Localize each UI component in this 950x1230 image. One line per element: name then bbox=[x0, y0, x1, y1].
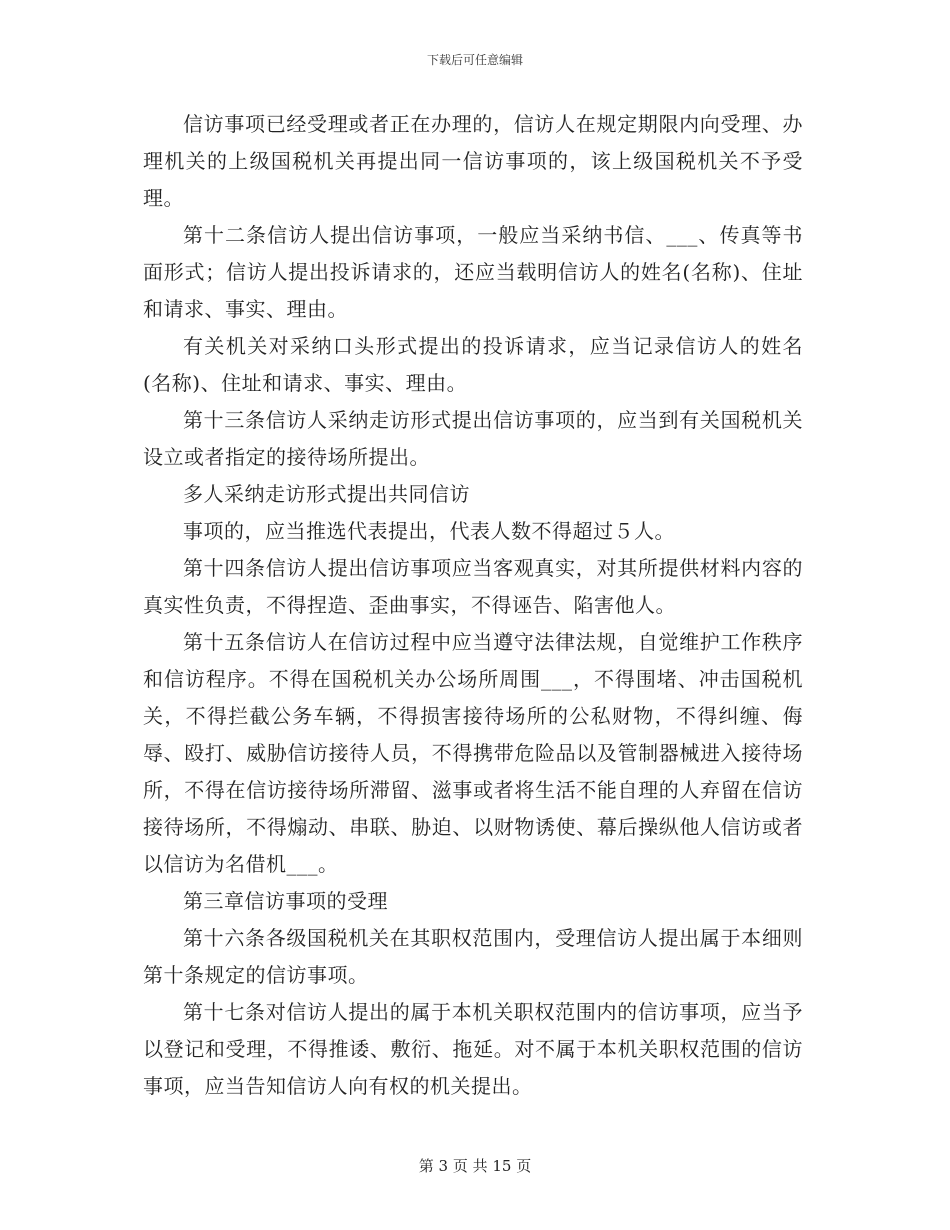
document-body bbox=[143, 106, 803, 1105]
paragraph-article-15: 第十五条信访人在信访过程中应当遵守法律法规，自觉维护工作秩序和信访程序。不得在国税机关办公场所周围___，不得围堵、冲击国税机关，不得拦截公务车辆，不得损害接待场所的公私财物，不得纠缠、侮辱、殴打、威胁信访接待人员，不得携带危险品以及管制器械进入接待场所，不得在信访接待场所滞留、滋事或者将生活不能自理的人弃留在信访接待场所，不得煽动、串联、胁迫、以财物诱使、幕后操纵他人信访或者以信访为名借机___。 bbox=[143, 630, 803, 876]
paragraph-article-13: 第十三条信访人采纳走访形式提出信访事项的，应当到有关国税机关设立或者指定的接待场所提出。 bbox=[143, 408, 803, 469]
paragraph-group-visits: 多人采纳走访形式提出共同信访 bbox=[183, 482, 470, 506]
paragraph-article-17: 第十七条对信访人提出的属于本机关职权范围内的信访事项，应当予以登记和受理，不得推诿、敷衍、拖延。对不属于本机关职权范围的信访事项，应当告知信访人向有权的机关提出。 bbox=[143, 1000, 803, 1098]
paragraph-representatives: 事项的，应当推选代表提出，代表人数不得超过５人。 bbox=[183, 519, 675, 543]
paragraph-oral-complaints: 有关机关对采纳口头形式提出的投诉请求，应当记录信访人的姓名(名称)、住址和请求、事实、理由。 bbox=[143, 334, 803, 395]
paragraph-accepted-matters: 信访事项已经受理或者正在办理的，信访人在规定期限内向受理、办理机关的上级国税机关再提出同一信访事项的，该上级国税机关不予受理。 bbox=[143, 112, 803, 210]
chapter-heading-3: 第三章信访事项的受理 bbox=[183, 889, 388, 913]
page-header: 下载后可任意编辑 bbox=[426, 53, 523, 67]
page-number: 第 3 页 共 15 页 bbox=[418, 1157, 532, 1175]
paragraph-article-12: 第十二条信访人提出信访事项，一般应当采纳书信、___、传真等书面形式；信访人提出投诉请求的，还应当载明信访人的姓名(名称)、住址和请求、事实、理由。 bbox=[143, 223, 803, 321]
paragraph-article-14: 第十四条信访人提出信访事项应当客观真实，对其所提供材料内容的真实性负责，不得捏造、歪曲事实，不得诬告、陷害他人。 bbox=[143, 556, 803, 617]
paragraph-article-16: 第十六条各级国税机关在其职权范围内，受理信访人提出属于本细则第十条规定的信访事项。 bbox=[143, 926, 803, 987]
